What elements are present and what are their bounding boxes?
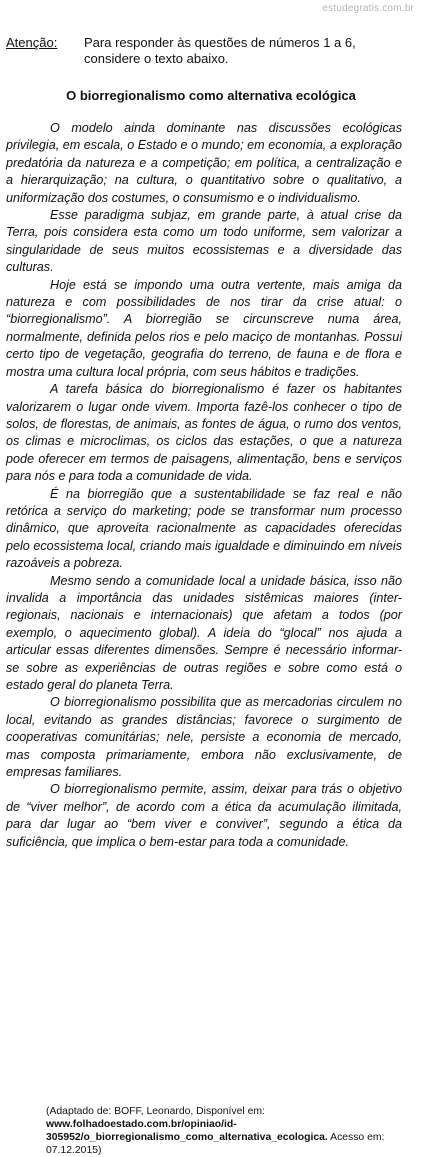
source-citation <box>46 1105 408 1157</box>
paragraph: O modelo ainda dominante nas discussões ecológicas privilegia, em escala, o Estado e o mundo; em economia, a exploração predatória da natureza e a competição; em política, a centralização e a hierarquização; na cultura, o quantitativo sobre o qualitativo, a uniformização dos costumes, o consumismo e o individualismo. <box>6 121 402 205</box>
paragraph: Mesmo sendo a comunidade local a unidade básica, isso não invalida a importância das unidades sistêmicas maiores (inter-regionais, nacionais e internacionais) que afetam a todos (por exemplo, o aquecimento global). A ideia do “glocal” nos ajuda a articular essas diferentes dimensões. Sempre é necessário informar-se sobre as experiências de outras regiões e sobre como está o estado geral do planeta Terra. <box>6 573 402 692</box>
attention-text: Para responder às questões de números 1 a 6, considere o texto abaixo. <box>84 35 356 66</box>
paragraph: O biorregionalismo permite, assim, deixar para trás o objetivo de “viver melhor”, de acordo com a ética da acumulação ilimitada, para dar lugar ao “bem viver e conviver”, segundo a ética da suficiência, que implica o bem-estar para toda a comunidade. <box>6 782 402 849</box>
paragraph: A tarefa básica do biorregionalismo é fazer os habitantes valorizarem o lugar onde vivem. Importa fazê-los conhecer o tipo de solos, de florestas, de animais, as fontes de água, o rumo dos ventos, os climas e microclimas, os ciclos das estações, o que a natureza pode oferecer em termos de paisagens, alimentação, bens e serviços para nós e para toda a comunidade de vida. <box>6 382 402 484</box>
attention-note <box>6 35 414 67</box>
text-body <box>6 120 402 851</box>
source-suffix: Acesso em: 07.12.2015) <box>46 1132 385 1156</box>
paragraph: É na biorregião que a sustentabilidade se faz real e não retórica a serviço do marketing; pode se transformar num processo dinâmico, que aproveita racionalmente as capacidades oferecidas pelo ecossistema local, criando mais igualdade e diminuindo em níveis razoáveis a pobreza. <box>6 486 402 571</box>
paragraph: O biorregionalismo possibilita que as mercadorias circulem no local, evitando as grandes distâncias; favorece o surgimento de cooperativas comunitárias; nele, persiste a economia de mercado, mas composta primariamente, embora não exclusivamente, de empresas familiares. <box>6 695 402 780</box>
text-title: O biorregionalismo como alternativa ecológica <box>66 88 356 103</box>
source-url: www.folhadoestado.com.br/opiniao/id-305952/o_biorregionalismo_como_alternativa_ecologica. <box>46 1119 328 1143</box>
paragraph: Hoje está se impondo uma outra vertente, mais amiga da natureza e com possibilidades de nos tirar da crise atual: o “biorregionalismo”. A biorregião se circunscreve numa área, normalmente, definida pelos rios e pelo maciço de montanhas. Possui certo tipo de vegetação, geografia do terreno, de fauna e de flora e mostra uma cultura local própria, com seus hábitos e tradições. <box>6 277 402 379</box>
site-watermark: estudegratis.com.br <box>322 3 414 14</box>
attention-label: Atenção: <box>6 35 58 50</box>
source-prefix: (Adaptado de: BOFF, Leonardo, Disponível em: <box>46 1106 265 1117</box>
paragraph: Esse paradigma subjaz, em grande parte, à atual crise da Terra, pois considera esta como um todo uniforme, sem valorizar a singularidade de seus muitos ecossistemas e a diversidade das culturas. <box>6 208 402 275</box>
